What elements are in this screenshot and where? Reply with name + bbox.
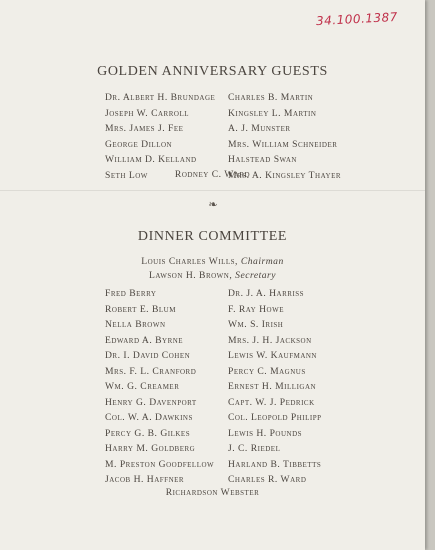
committee-member: Charles R. Ward: [228, 474, 307, 485]
committee-member: Robert E. Blum: [105, 303, 176, 315]
guest-name: Halstead Swan: [228, 154, 297, 165]
committee-member: M. Preston Goodfellow: [105, 458, 215, 470]
committee-member: Dr. I. David Cohen: [105, 350, 191, 361]
guest-name: Mrs. A. Kingsley Thayer: [228, 169, 342, 181]
committee-member: Edward A. Byrne: [105, 334, 184, 346]
committee-member: Lewis W. Kaufmann: [228, 350, 317, 361]
committee-right-column: [228, 286, 322, 488]
page-fold: [0, 190, 425, 191]
guest-name: Joseph W. Carroll: [105, 107, 190, 119]
committee-member: J. C. Riedel: [228, 443, 281, 454]
chairman-name: Louis Charles Wills,: [141, 256, 238, 267]
committee-left-column: [105, 286, 214, 488]
committee-member-centered: Richardson Webster: [165, 487, 260, 498]
accession-number: 34.100.1387: [315, 9, 399, 29]
secretary-name: Lawson H. Brown,: [148, 270, 233, 281]
committee-member: Henry G. Davenport: [105, 396, 197, 408]
guest-name: William D. Kelland: [105, 154, 197, 165]
guests-heading: GOLDEN ANNIVERSARY GUESTS: [97, 64, 328, 79]
guest-name: Charles B. Martin: [228, 92, 314, 103]
committee-member: Dr. J. A. Harriss: [228, 288, 305, 299]
ornament-icon: ❧: [208, 199, 218, 211]
committee-member: Jacob H. Haffner: [105, 474, 185, 485]
secretary-line: [0, 270, 425, 286]
guest-name: A. J. Munster: [228, 123, 291, 134]
committee-heading: DINNER COMMITTEE: [137, 229, 288, 244]
committee-member: Nella Brown: [105, 319, 166, 330]
committee-member: Wm. S. Irish: [228, 319, 284, 330]
committee-member: Percy C. Magnus: [228, 365, 306, 377]
chairman-role: Chairman: [240, 256, 284, 267]
committee-member: Lewis H. Pounds: [228, 427, 303, 439]
committee-member: Mrs. F. L. Cranford: [105, 365, 197, 377]
guest-name: Seth Low: [105, 169, 148, 181]
secretary-role: Secretary: [235, 270, 277, 281]
committee-member: Percy G. B. Gilkes: [105, 427, 191, 439]
committee-member: Harry M. Goldberg: [105, 443, 196, 454]
guest-name: Mrs. William Schneider: [228, 138, 338, 150]
page-edge: [425, 0, 435, 550]
committee-member: F. Ray Howe: [228, 303, 284, 315]
committee-member: Fred Berry: [105, 288, 157, 299]
guest-name: Kingsley L. Martin: [228, 107, 317, 119]
committee-member: Ernest H. Milligan: [228, 381, 317, 392]
guest-name-centered: Rodney C. Ward: [174, 169, 251, 180]
committee-member: Mrs. J. H. Jackson: [228, 334, 312, 346]
committee-member: Harland B. Tibbetts: [228, 458, 322, 470]
guest-name: Mrs. James J. Fee: [105, 123, 184, 134]
guest-name: George Dillon: [105, 138, 173, 150]
committee-member: Col. W. A. Dawkins: [105, 412, 193, 423]
committee-member: Wm. G. Creamer: [105, 381, 180, 392]
committee-member: Col. Leopold Philipp: [228, 412, 322, 423]
committee-member: Capt. W. J. Pedrick: [228, 396, 315, 408]
guest-name: Dr. Albert H. Brundage: [105, 92, 216, 103]
